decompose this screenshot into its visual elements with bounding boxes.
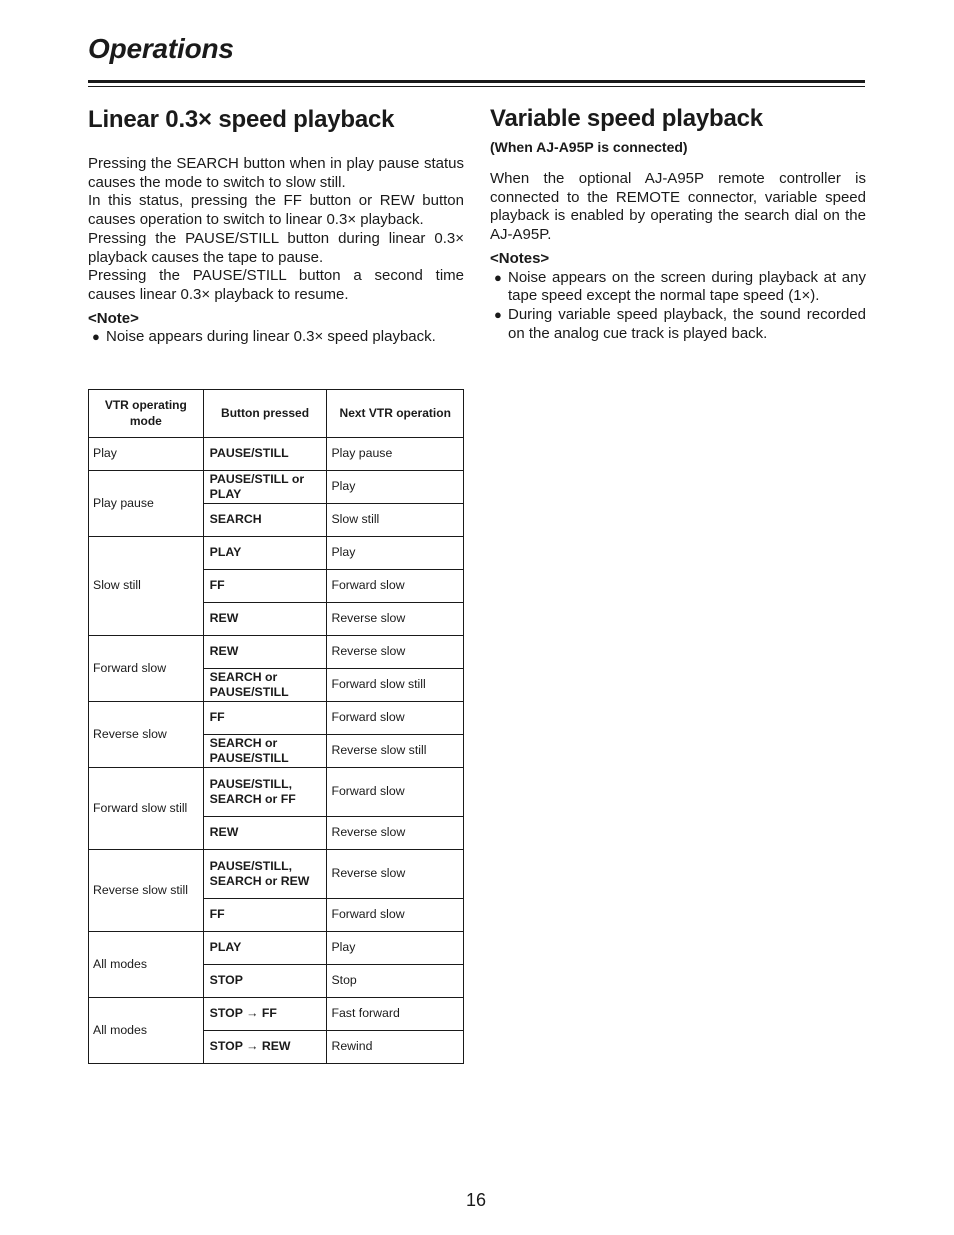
button-cell: STOP [203, 965, 327, 998]
header-rule-thick [88, 80, 865, 83]
next-cell: Reverse slow still [327, 735, 464, 768]
mode-cell: Play [89, 438, 204, 471]
button-cell: PAUSE/STILL or PLAY [203, 471, 327, 504]
next-cell: Play [327, 537, 464, 570]
table-row [89, 471, 464, 504]
button-cell: FF [203, 899, 327, 932]
header-button-pressed: Button pressed [203, 390, 327, 438]
button-cell: SEARCH or PAUSE/STILL [203, 669, 327, 702]
mode-cell: Play pause [89, 471, 204, 537]
table-row [89, 998, 464, 1031]
table-row [89, 850, 464, 899]
button-cell: SEARCH or PAUSE/STILL [203, 735, 327, 768]
linear-note-text: Noise appears during linear 0.3× speed playback. [106, 328, 436, 346]
button-cell: PAUSE/STILL [203, 438, 327, 471]
operation-table [88, 389, 464, 1064]
linear-paragraph: Pressing the PAUSE/STILL button a second time causes linear 0.3× playback to resume. [88, 267, 464, 303]
linear-playback-section [88, 155, 464, 347]
next-cell: Reverse slow [327, 603, 464, 636]
linear-paragraph: Pressing the SEARCH button when in play pause status causes the mode to switch to slow still. [88, 155, 464, 191]
linear-paragraph: In this status, pressing the FF button or REW button causes operation to switch to linear 0.3× playback. [88, 192, 464, 229]
bullet-icon: ● [494, 269, 502, 285]
table-row [89, 702, 464, 735]
variable-playback-subheading: (When AJ-A95P is connected) [490, 139, 688, 155]
variable-notes-heading: <Notes> [490, 249, 550, 267]
mode-cell: Slow still [89, 537, 204, 636]
button-cell: FF [203, 570, 327, 603]
mode-cell: All modes [89, 998, 204, 1064]
variable-playback-heading: Variable speed playback [490, 105, 763, 132]
variable-note-item [490, 269, 866, 306]
button-cell: PAUSE/STILL, SEARCH or FF [203, 768, 327, 817]
button-cell: FF [203, 702, 327, 735]
linear-playback-heading: Linear 0.3× speed playback [88, 106, 395, 133]
button-cell: STOP → FF [203, 998, 327, 1031]
next-cell: Play pause [327, 438, 464, 471]
next-cell: Forward slow still [327, 669, 464, 702]
linear-note-item [88, 328, 464, 347]
linear-note-heading: <Note> [88, 309, 139, 327]
linear-paragraph: Pressing the PAUSE/STILL button during linear 0.3× playback causes the tape to pause. [88, 229, 464, 266]
next-cell: Fast forward [327, 998, 464, 1031]
table-header-row [89, 390, 464, 438]
header-next-operation: Next VTR operation [327, 390, 464, 438]
button-cell: PLAY [203, 932, 327, 965]
next-cell: Play [327, 932, 464, 965]
next-cell: Forward slow [327, 702, 464, 735]
table-row [89, 768, 464, 817]
button-cell: REW [203, 817, 327, 850]
page-number: 16 [466, 1190, 487, 1210]
next-cell: Forward slow [327, 899, 464, 932]
next-cell: Reverse slow [327, 850, 464, 899]
mode-cell: All modes [89, 932, 204, 998]
button-cell: SEARCH [203, 504, 327, 537]
mode-cell: Forward slow [89, 636, 204, 702]
variable-paragraph: When the optional AJ-A95P remote controller is connected to the REMOTE connector, variable speed playback is enabled by operating the search dial on the AJ-A95P. [490, 170, 866, 244]
next-cell: Play [327, 471, 464, 504]
button-cell: PLAY [203, 537, 327, 570]
next-cell: Rewind [327, 1031, 464, 1064]
table-row [89, 438, 464, 471]
next-cell: Reverse slow [327, 636, 464, 669]
variable-note-item [490, 306, 866, 343]
variable-note-text: During variable speed playback, the sound recorded on the analog cue track is played back. [508, 305, 866, 342]
table-row [89, 636, 464, 669]
button-cell: REW [203, 603, 327, 636]
header-rule-thin [88, 86, 865, 87]
mode-cell: Reverse slow [89, 702, 204, 768]
table-row [89, 932, 464, 965]
header-operating-mode: VTR operating mode [89, 390, 204, 438]
mode-cell: Forward slow still [89, 768, 204, 850]
bullet-icon: ● [494, 306, 502, 322]
button-cell: REW [203, 636, 327, 669]
variable-note-text: Noise appears on the screen during playback at any tape speed except the normal tape speed (1×). [508, 268, 866, 305]
button-cell: PAUSE/STILL, SEARCH or REW [203, 850, 327, 899]
next-cell: Reverse slow [327, 817, 464, 850]
next-cell: Forward slow [327, 768, 464, 817]
next-cell: Slow still [327, 504, 464, 537]
button-cell: STOP → REW [203, 1031, 327, 1064]
page-title: Operations [88, 33, 234, 64]
bullet-icon: ● [92, 329, 100, 345]
next-cell: Forward slow [327, 570, 464, 603]
mode-cell: Reverse slow still [89, 850, 204, 932]
table-row [89, 537, 464, 570]
variable-playback-section [490, 170, 866, 343]
next-cell: Stop [327, 965, 464, 998]
